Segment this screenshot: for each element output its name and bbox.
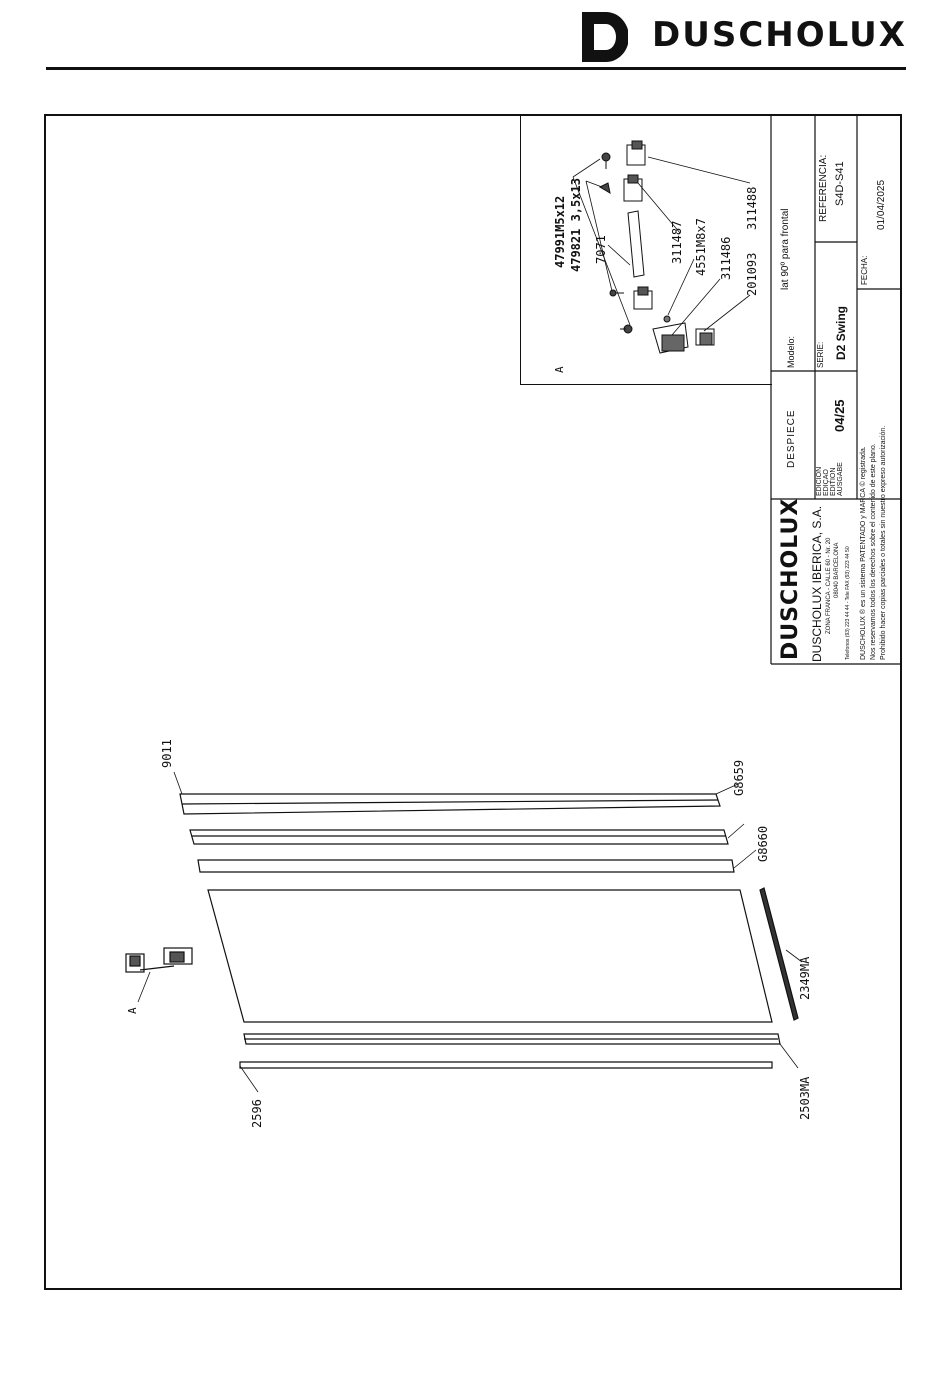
company-name: DUSCHOLUX IBERICA, S.A. — [810, 505, 824, 662]
part-label-G8660: G8660 — [756, 825, 770, 862]
fecha-value: 01/04/2025 — [876, 179, 887, 230]
company-phones: Telefonos (93) 223 44 44 - Tele FAX (93) 223 44 50 — [845, 546, 851, 660]
edition-label-de: AUSGABE — [837, 462, 844, 496]
part-label-4551M8x7: 4551M8x7 — [694, 218, 708, 276]
exploded-view — [44, 700, 844, 1160]
part-label-311487: 311487 — [670, 220, 684, 264]
edition-label-es: EDICIÓN — [816, 466, 823, 496]
part-label-2349MA: 2349MA — [798, 956, 812, 1000]
company-address-1: ZONA FRANCA - CALLE 60 - Nr. 20 — [826, 537, 832, 634]
edition-label-en: EDITION — [830, 467, 837, 496]
serie-value: D2 Swing — [834, 305, 848, 360]
despiece-label: DESPIECE — [786, 409, 797, 468]
part-label-47991M5x12: 47991M5x12 — [553, 195, 567, 268]
modelo-label: Modelo: — [786, 335, 796, 368]
header-rule — [46, 67, 906, 70]
part-label-2596: 2596 — [250, 1099, 264, 1128]
part-label-9011: 9011 — [160, 739, 174, 768]
modelo-value: lat 90º para frontal — [780, 208, 791, 290]
part-label-2503MA: 2503MA — [798, 1076, 812, 1120]
part-label-201093: 201093 — [745, 252, 759, 296]
company-address-2: 08040 BARCELONA — [834, 542, 840, 598]
legal-note-2: Nos reservamos todos los derechos sobre el contenido de este plano. — [870, 443, 877, 660]
callout-label-a: A — [126, 1007, 139, 1014]
referencia-value: S4D-S41 — [834, 161, 846, 206]
brand-wordmark: DUSCHOLUX — [652, 15, 907, 55]
legal-note-1: DUSCHOLUX ® es un sistema PATENTADO y MARCA © registrada. — [860, 446, 867, 660]
part-label-311488: 311488 — [745, 186, 759, 230]
brand-logo-icon — [580, 10, 628, 64]
part-label-G8659: G8659 — [732, 759, 746, 796]
detail-label-a: A — [553, 366, 566, 373]
part-label-479821-3.5x13: 479821 3,5x13 — [569, 178, 583, 272]
edition-value: 04/25 — [832, 399, 847, 432]
legal-note-3: Prohibido hacer copias parciales o totales sin nuestro expreso autorización. — [880, 425, 887, 660]
referencia-label: REFERENCIA: — [818, 154, 829, 222]
fecha-label: FECHA: — [860, 255, 869, 285]
title-block-brand: DUSCHOLUX — [778, 497, 803, 660]
part-label-311486: 311486 — [719, 236, 733, 280]
serie-label: SERIE: — [816, 341, 825, 368]
edition-label-pt: EDIÇAO — [823, 469, 830, 496]
part-label-7071: 7071 — [594, 235, 608, 264]
